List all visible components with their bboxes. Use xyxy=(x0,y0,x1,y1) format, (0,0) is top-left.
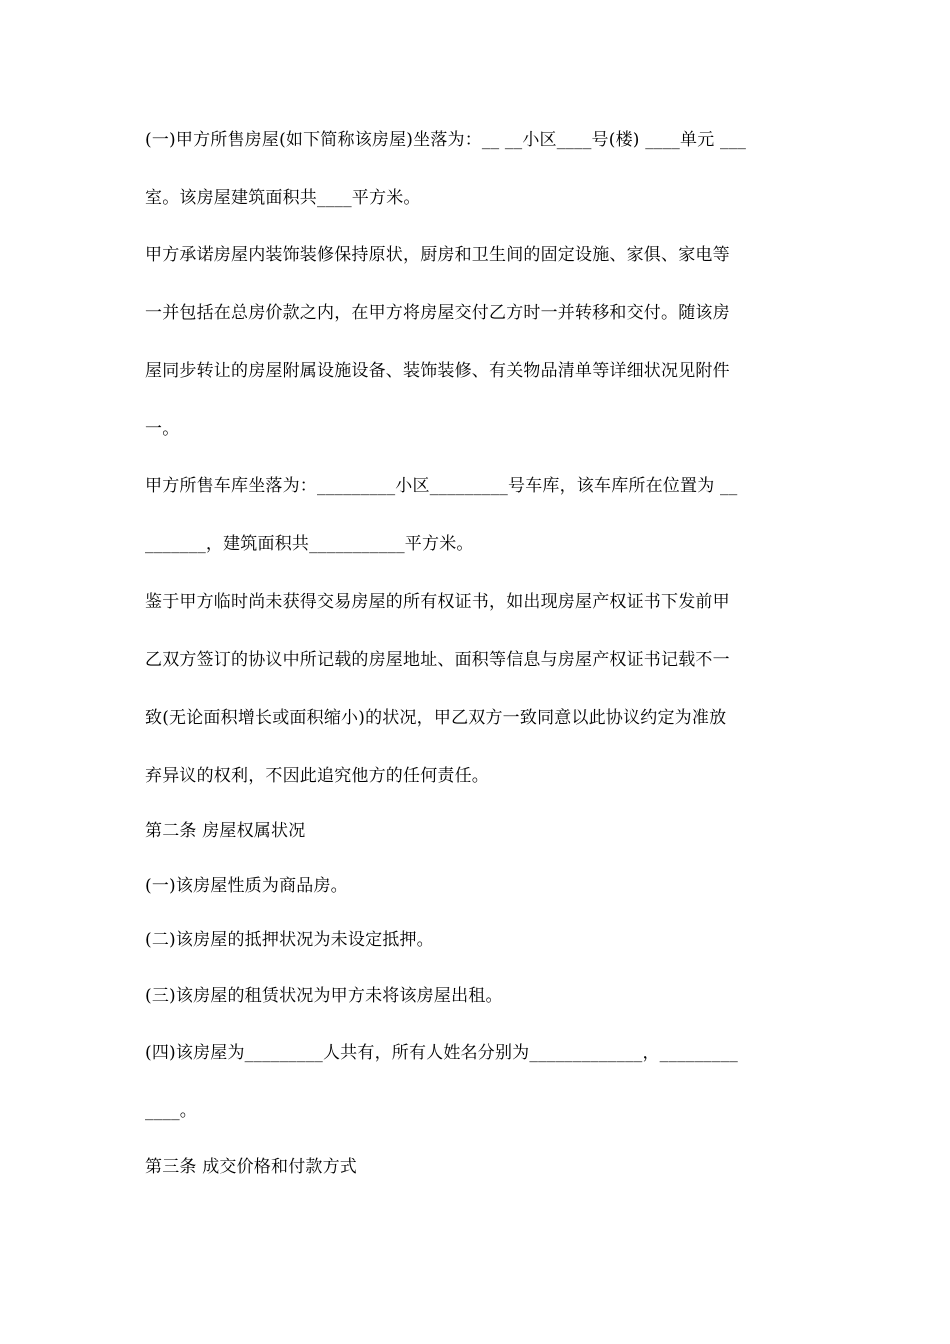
decoration-paragraph-line: 屋同步转让的房屋附属设施设备、装饰装修、有关物品清单等详细状况见附件 xyxy=(145,361,730,381)
article-3-heading: 第三条 成交价格和付款方式 xyxy=(145,1157,358,1177)
certificate-paragraph-line: 乙双方签订的协议中所记载的房屋地址、面积等信息与房屋产权证书记载不一 xyxy=(145,650,730,670)
certificate-paragraph-line: 鉴于甲方临时尚未获得交易房屋的所有权证书，如出现房屋产权证书下发前甲 xyxy=(145,592,730,612)
co-owners-line: (四)该房屋为_________人共有，所有人姓名分别为_____________，_________ xyxy=(145,1043,738,1063)
certificate-paragraph-line: 弃异议的权利，不因此追究他方的任何责任。 xyxy=(145,766,489,786)
decoration-paragraph-line: 一并包括在总房价款之内，在甲方将房屋交付乙方时一并转移和交付。随该房 xyxy=(145,303,730,323)
property-nature-line: (一)该房屋性质为商品房。 xyxy=(145,876,348,896)
certificate-paragraph-line: 致(无论面积增长或面积缩小)的状况，甲乙双方一致同意以此协议约定为准放 xyxy=(145,708,727,728)
decoration-paragraph-line: 甲方承诺房屋内装饰装修保持原状，厨房和卫生间的固定设施、家俱、家电等 xyxy=(145,245,730,265)
clause-1-location-line: (一)甲方所售房屋(如下简称该房屋)坐落为：__ __小区____号(楼) ____单元 ___ xyxy=(145,130,747,150)
lease-status-line: (三)该房屋的租赁状况为甲方未将该房屋出租。 xyxy=(145,986,503,1006)
garage-area-line: _______，建筑面积共___________平方米。 xyxy=(145,534,474,554)
article-2-heading: 第二条 房屋权属状况 xyxy=(145,821,306,841)
clause-1-area-line: 室。该房屋建筑面积共____平方米。 xyxy=(145,188,421,208)
mortgage-status-line: (二)该房屋的抵押状况为未设定抵押。 xyxy=(145,930,434,950)
garage-location-line: 甲方所售车库坐落为：_________小区_________号车库，该车库所在位置为 __ xyxy=(145,476,738,496)
decoration-paragraph-line: 一。 xyxy=(145,419,180,439)
co-owners-continuation-line: ____。 xyxy=(145,1101,197,1121)
